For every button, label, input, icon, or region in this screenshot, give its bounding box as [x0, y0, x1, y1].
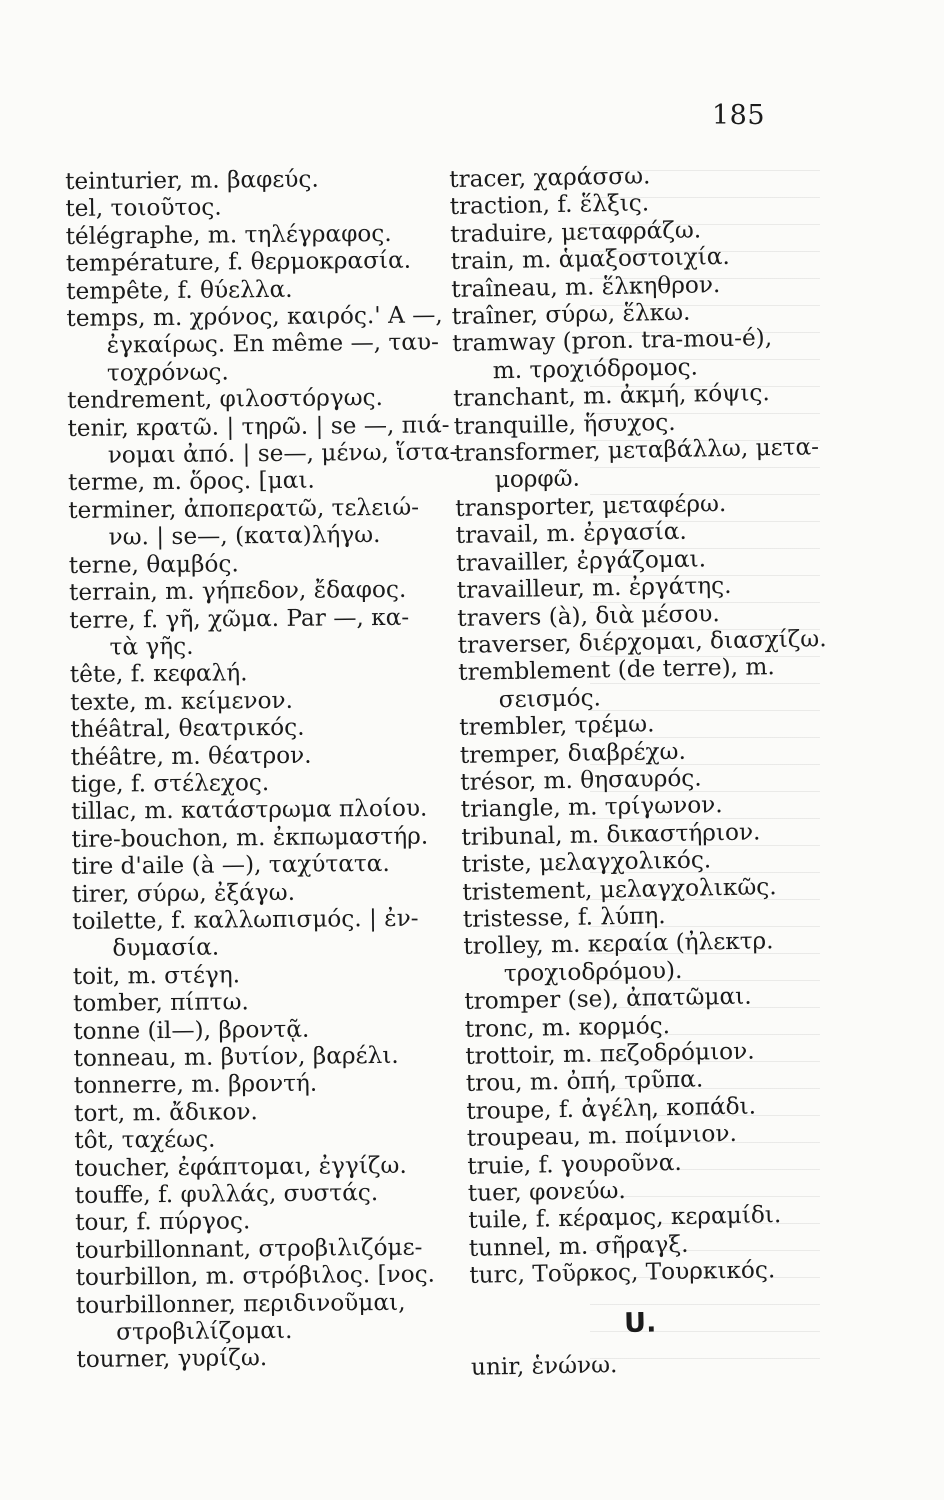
entry-line: tremper, διαβρέχω.	[459, 737, 687, 769]
entry-line: tonne (il—), βροντᾷ.	[73, 1015, 310, 1045]
entry-line: tel, τοιοῦτος.	[65, 193, 222, 223]
entry-continuation: τὰ γῆς.	[109, 632, 194, 661]
entry-line: terminer, ἀποπερατῶ, τελειώ-	[68, 493, 420, 524]
entry-line: turc, Τοῦρκος, Τουρκικός.	[469, 1256, 776, 1290]
entry-line: troupeau, m. ποίμνιον.	[466, 1120, 738, 1153]
page-number: 185	[712, 100, 766, 131]
entry-line: terme, m. ὅρος. [μαι.	[67, 467, 315, 497]
entry-line: tronc, m. κορμός.	[464, 1011, 671, 1043]
entry-line: travers (à), διὰ μέσου.	[457, 599, 720, 632]
entry-line: tige, f. στέλεχος.	[70, 769, 270, 798]
entry-line: tôt, ταχέως.	[74, 1125, 216, 1155]
entry-line: traîner, σύρω, ἕλκω.	[451, 298, 691, 331]
entry-continuation: m. τροχιόδρομος.	[492, 353, 699, 385]
entry-line: tremblement (de terre), m.	[458, 653, 775, 687]
entry-line: toucher, ἐφάπτομαι, ἐγγίζω.	[74, 1151, 407, 1182]
entry-line: tristesse, f. λύπη.	[462, 902, 666, 933]
entry-line: tribunal, m. δικαστήριον.	[461, 818, 761, 851]
entry-line: télégraphe, m. τηλέγραφος.	[65, 219, 392, 250]
section-letter-u: U.	[623, 1307, 657, 1339]
entry-line: tempête, f. θύελλα.	[66, 275, 293, 305]
entry-line: travail, m. ἐργασία.	[455, 517, 687, 550]
entry-continuation: στροβιλίζομαι.	[116, 1316, 293, 1346]
entry-line: tristement, μελαγχολικῶς.	[462, 872, 777, 906]
entry-line: terrain, m. γήπεδον, ἔδαφος.	[68, 575, 407, 607]
entry-line: tranquille, ἥσυχος.	[453, 408, 676, 440]
entry-line: tromper (se), ἀπατῶμαι.	[464, 982, 752, 1016]
entry-line: travailleur, m. ἐργάτης.	[456, 571, 732, 605]
entry-line: transformer, μεταβάλλω, μετα-	[454, 433, 820, 468]
entry-line: tramway (pron. tra-mou-é),	[452, 324, 773, 358]
entry-line: troupe, f. ἀγέλη, κοπάδι.	[466, 1092, 757, 1125]
entry-line: travailler, ἐργάζομαι.	[456, 545, 707, 577]
entry-line: tuile, f. κέραμος, κεραμίδι.	[468, 1201, 782, 1235]
entry-line: traîneau, m. ἕλκηθρον.	[451, 270, 721, 303]
entry-line: tranchant, m. ἀκμή, κόψις.	[453, 379, 771, 413]
entry-line: tour, f. πύργος.	[74, 1207, 251, 1237]
entry-line: toilette, f. καλλωπισμός. | ἐν-	[72, 904, 419, 935]
entry-line: traduire, μεταφράζω.	[450, 216, 702, 248]
entry-continuation: τροχιοδρόμου).	[503, 956, 683, 987]
entry-line: tort, m. ἄδικον.	[73, 1098, 258, 1127]
entry-line: tourner, γυρίζω.	[76, 1344, 268, 1374]
entry-line: tirer, σύρω, ἐξάγω.	[71, 878, 296, 908]
entry-line: trolley, m. κεραία (ἠλεκτρ.	[463, 927, 774, 961]
entry-line: terre, f. γῆ, χῶμα. Par —, κα-	[69, 603, 410, 634]
entry-line: tenir, κρατῶ. | τηρῶ. | se —, πιά-	[67, 410, 450, 442]
entry-line: toit, m. στέγη.	[72, 961, 241, 990]
entry-line: teinturier, m. βαφεύς.	[65, 165, 319, 195]
entry-line: tuer, φονεύω.	[467, 1176, 626, 1207]
entry-line: triste, μελαγχολικός.	[461, 846, 712, 879]
entry-line: tillac, m. κατάστρωμα πλοίου.	[71, 794, 428, 826]
entry-line: traverser, διέρχομαι, διασχίζω.	[457, 625, 827, 659]
right-column	[449, 159, 851, 1381]
entry-continuation: σεισμός.	[498, 684, 602, 713]
entry-line: train, m. ἁμαξοστοιχία.	[450, 243, 731, 276]
entry-line: triangle, m. τρίγωνον.	[460, 791, 723, 824]
entry-line: traction, f. ἕλξις.	[449, 189, 650, 221]
entry-continuation: δυμασία.	[112, 933, 220, 962]
entry-continuation: νομαι ἀπό. | se—, μένω, ἵστα-	[107, 438, 458, 469]
entry-line: temps, m. χρόνος, καιρός.' Α —,	[66, 301, 443, 333]
entry-continuation: ἐγκαίρως. En même —, ταυ-	[106, 328, 440, 360]
entry-line: théâtral, θεατρικός.	[70, 713, 305, 744]
entry-line: trembler, τρέμω.	[459, 710, 655, 742]
entry-line: tourbillonner, περιδινοῦμαι,	[75, 1288, 406, 1319]
entry-line: trou, m. ὀπή, τρῦπα.	[465, 1065, 704, 1098]
entry-line: trottoir, m. πεζοδρόμιον.	[465, 1037, 755, 1070]
entry-line: tête, f. κεφαλή.	[69, 659, 248, 689]
entry-continuation: μορφῶ.	[494, 465, 581, 494]
entry-line: trésor, m. θησαυρός.	[460, 764, 702, 796]
entry-line: truie, f. γουροῦνα.	[467, 1148, 682, 1180]
entry-line: tonneau, m. βυτίον, βαρέλι.	[73, 1041, 399, 1072]
entry-line: tonnerre, m. βροντή.	[73, 1070, 318, 1100]
entry-line: tunnel, m. σῆραγξ.	[468, 1230, 689, 1262]
entry-line: tourbillon, m. στρόβιλος. [νος.	[75, 1260, 436, 1292]
entry-line: terne, θαμβός.	[68, 550, 239, 579]
entry-line: texte, m. κείμενον.	[69, 686, 294, 716]
entry-line: tomber, πίπτω.	[72, 988, 249, 1018]
entry-line: transporter, μεταφέρω.	[455, 489, 727, 522]
entry-line: tire d'aile (à —), ταχύτατα.	[71, 850, 390, 881]
entry-line: unir, ἑνώνω.	[470, 1350, 618, 1381]
entry-line: température, f. θερμοκρασία.	[65, 246, 412, 278]
entry-line: touffe, f. φυλλάς, συστάς.	[74, 1179, 379, 1209]
entry-continuation: τοχρόνως.	[106, 358, 229, 387]
entry-line: tourbillonnant, στροβιλιζόμε-	[75, 1233, 423, 1264]
entry-line: théâtre, m. θέατρον.	[70, 741, 312, 771]
entry-line: tracer, χαράσσω.	[449, 162, 651, 193]
entry-line: tire-bouchon, m. ἐκπωμαστήρ.	[71, 822, 429, 853]
entry-line: tendrement, φιλοστόργως.	[67, 384, 384, 415]
left-column	[65, 164, 477, 1374]
entry-continuation: νω. | se—, (κατα)λήγω.	[108, 521, 381, 551]
